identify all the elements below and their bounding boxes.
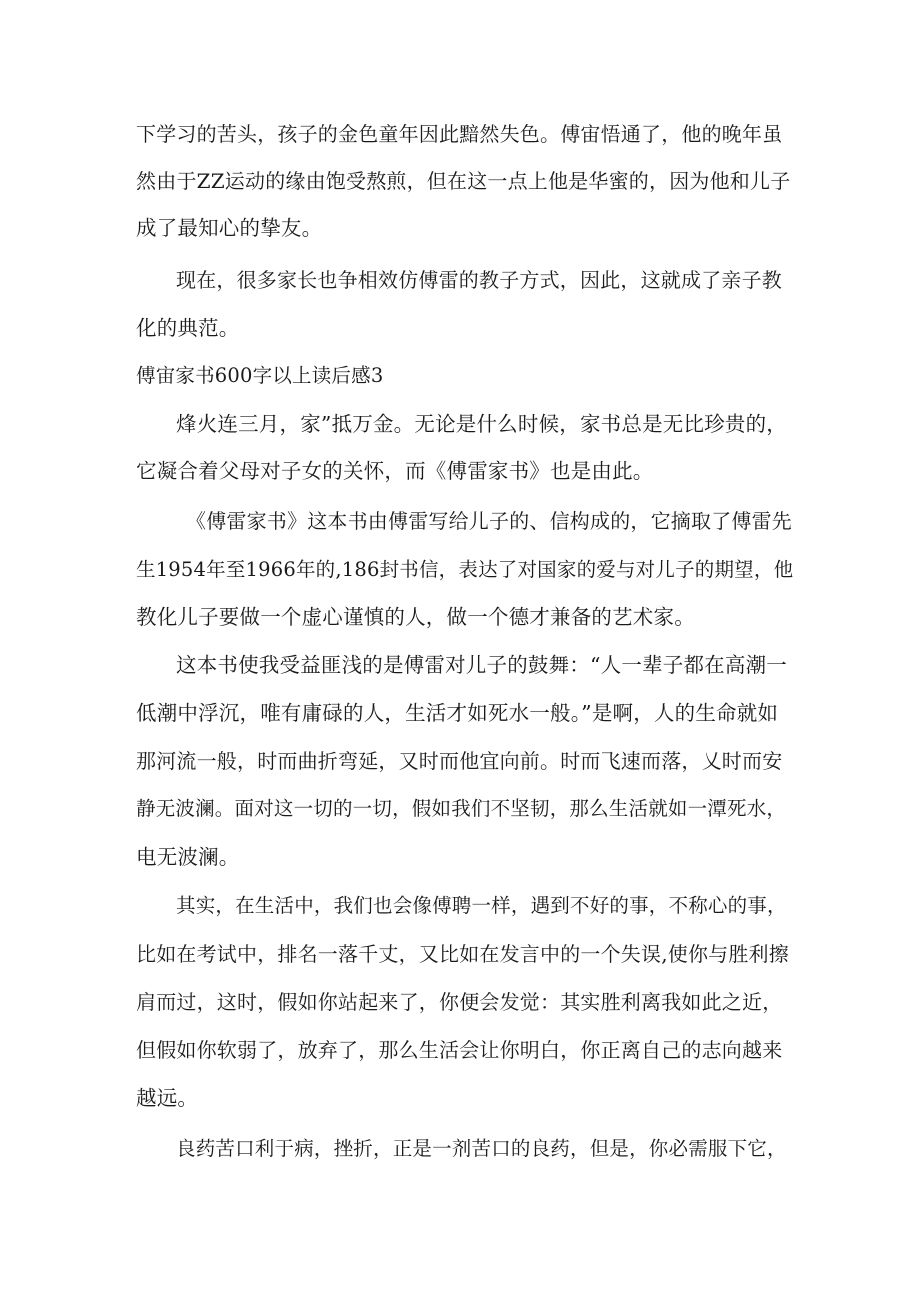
paragraph-line: 化的典范。 — [136, 316, 240, 340]
paragraph-line: 现在，很多家长也争相效仿傅雷的教子方式，因此，这就成了亲子教 — [176, 268, 782, 292]
paragraph-line: 然由于ZZ运动的缘由饱受熬煎，但在这一点上他是华蜜的，因为他和儿子 — [136, 169, 791, 193]
paragraph-line: 烽火连三月，家”抵万金。无论是什么时候，家书总是无比珍贵的， — [176, 412, 787, 436]
paragraph-line: 比如在考试中，排名一落千丈，又比如在发言中的一个失误,使你与胜利擦 — [136, 942, 789, 966]
paragraph-line: 但假如你软弱了，放弃了，那么生活会让你明白，你正离自己的志向越来 — [136, 1038, 783, 1062]
paragraph-line: 生1954年至1966年的,186封书信，表达了对国家的爱与对儿子的期望，他 — [136, 558, 794, 581]
paragraph-line: 其实，在生活中，我们也会像傅聘一样，遇到不好的事，不称心的事， — [176, 894, 787, 917]
paragraph-line: 下学习的苦头，孩子的金色童年因此黯然失色。傅宙悟通了，他的晚年虽 — [136, 122, 783, 146]
section-heading: 傅宙家书600字以上读后感3 — [136, 364, 384, 387]
paragraph-line: 低潮中浮沉，唯有庸碌的人，生活才如死水一般。”是啊，人的生命就如 — [136, 701, 779, 725]
paragraph-line: 它凝合着父母对子女的关怀，而《傅雷家书》也是由此。 — [136, 459, 654, 483]
paragraph-line: 静无波澜。面对这一切的一切，假如我们不坚韧，那么生活就如一潭死水， — [136, 797, 787, 820]
paragraph-line: 这本书使我受益匪浅的是傅雷对儿子的鼓舞：“人一辈子都在高潮一 — [176, 653, 787, 677]
paragraph-line: 那河流一般，时而曲折弯延，又时而他宜向前。时而飞速而落，乂时而安 — [136, 749, 783, 773]
paragraph-line: 电无波澜。 — [136, 845, 240, 869]
paragraph-line: 《傅雷家书》这本书由傅雷写给儿子的、信构成的，它摘取了傅雷先 — [186, 509, 792, 533]
paragraph-line: 成了最知心的挚友。 — [136, 216, 323, 240]
paragraph-line: 越远。 — [136, 1086, 199, 1110]
paragraph-line: 肩而过，这时，假如你站起来了，你便会发觉：其实胜利离我如此之近， — [136, 990, 783, 1014]
paragraph-line: 教化儿子要做一个虚心谨慎的人，做一个德才兼备的艺术家。 — [136, 605, 695, 629]
paragraph-line: 良药苦口利于病，挫折，正是一剂苦口的良药，但是，你必需服下它， — [176, 1137, 787, 1160]
